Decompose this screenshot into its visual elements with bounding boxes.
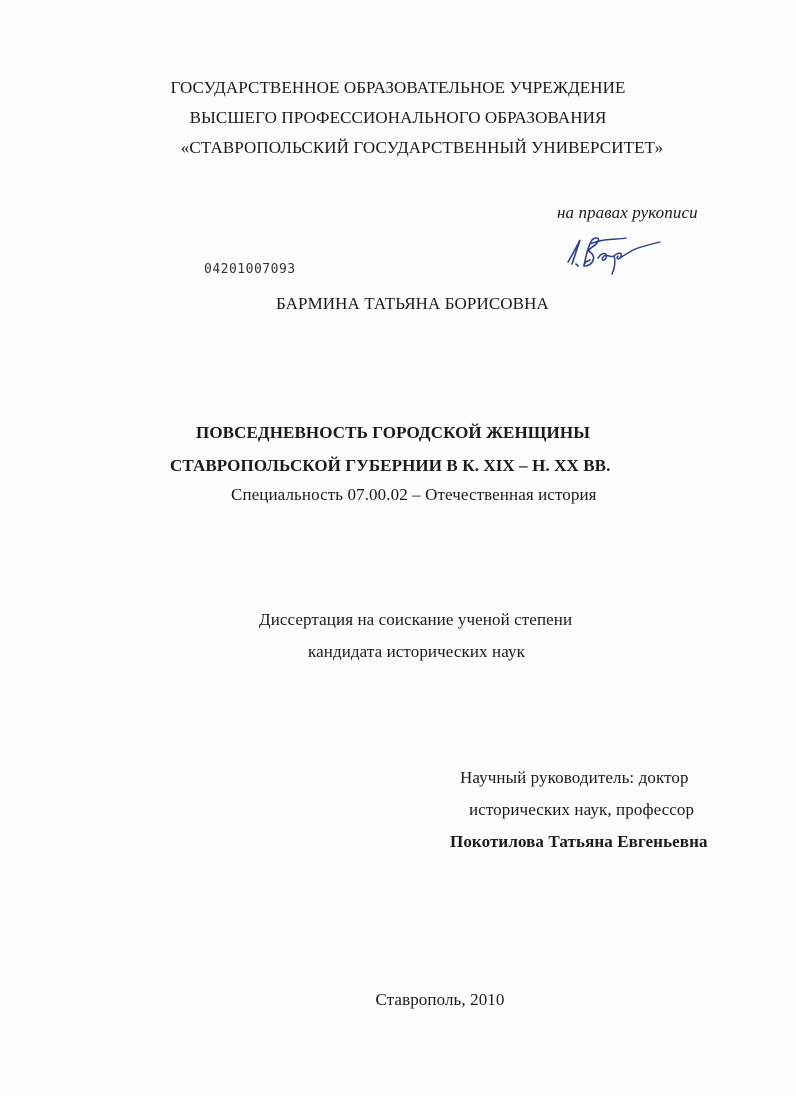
institution-line-2: ВЫСШЕГО ПРОФЕССИОНАЛЬНОГО ОБРАЗОВАНИЯ [189,108,607,127]
signature-icon [556,228,666,278]
city-year: Ставрополь, 2010 [375,990,505,1009]
manuscript-note: на правах рукописи [557,203,698,222]
institution-line-3: «СТАВРОПОЛЬСКИЙ ГОСУДАРСТВЕННЫЙ УНИВЕРСИТЕТ» [180,138,664,157]
supervisor-name: Покотилова Татьяна Евгеньевна [450,832,708,851]
supervisor-line-1: Научный руководитель: доктор [460,768,689,787]
dissertation-line-2: кандидата исторических наук [308,642,525,661]
title-line-1: ПОВСЕДНЕВНОСТЬ ГОРОДСКОЙ ЖЕНЩИНЫ [196,423,590,442]
title-line-2: СТАВРОПОЛЬСКОЙ ГУБЕРНИИ В К. XIX – Н. XX ВВ. [170,456,611,475]
dissertation-line-1: Диссертация на соискание ученой степени [259,610,573,629]
supervisor-line-2: исторических наук, профессор [469,800,695,819]
author-name: БАРМИНА ТАТЬЯНА БОРИСОВНА [276,294,549,313]
institution-line-1: ГОСУДАРСТВЕННОЕ ОБРАЗОВАТЕЛЬНОЕ УЧРЕЖДЕНИЕ [170,78,626,97]
specialty-line: Специальность 07.00.02 – Отечественная история [231,485,597,504]
catalog-number: 04201007093 [204,262,296,277]
